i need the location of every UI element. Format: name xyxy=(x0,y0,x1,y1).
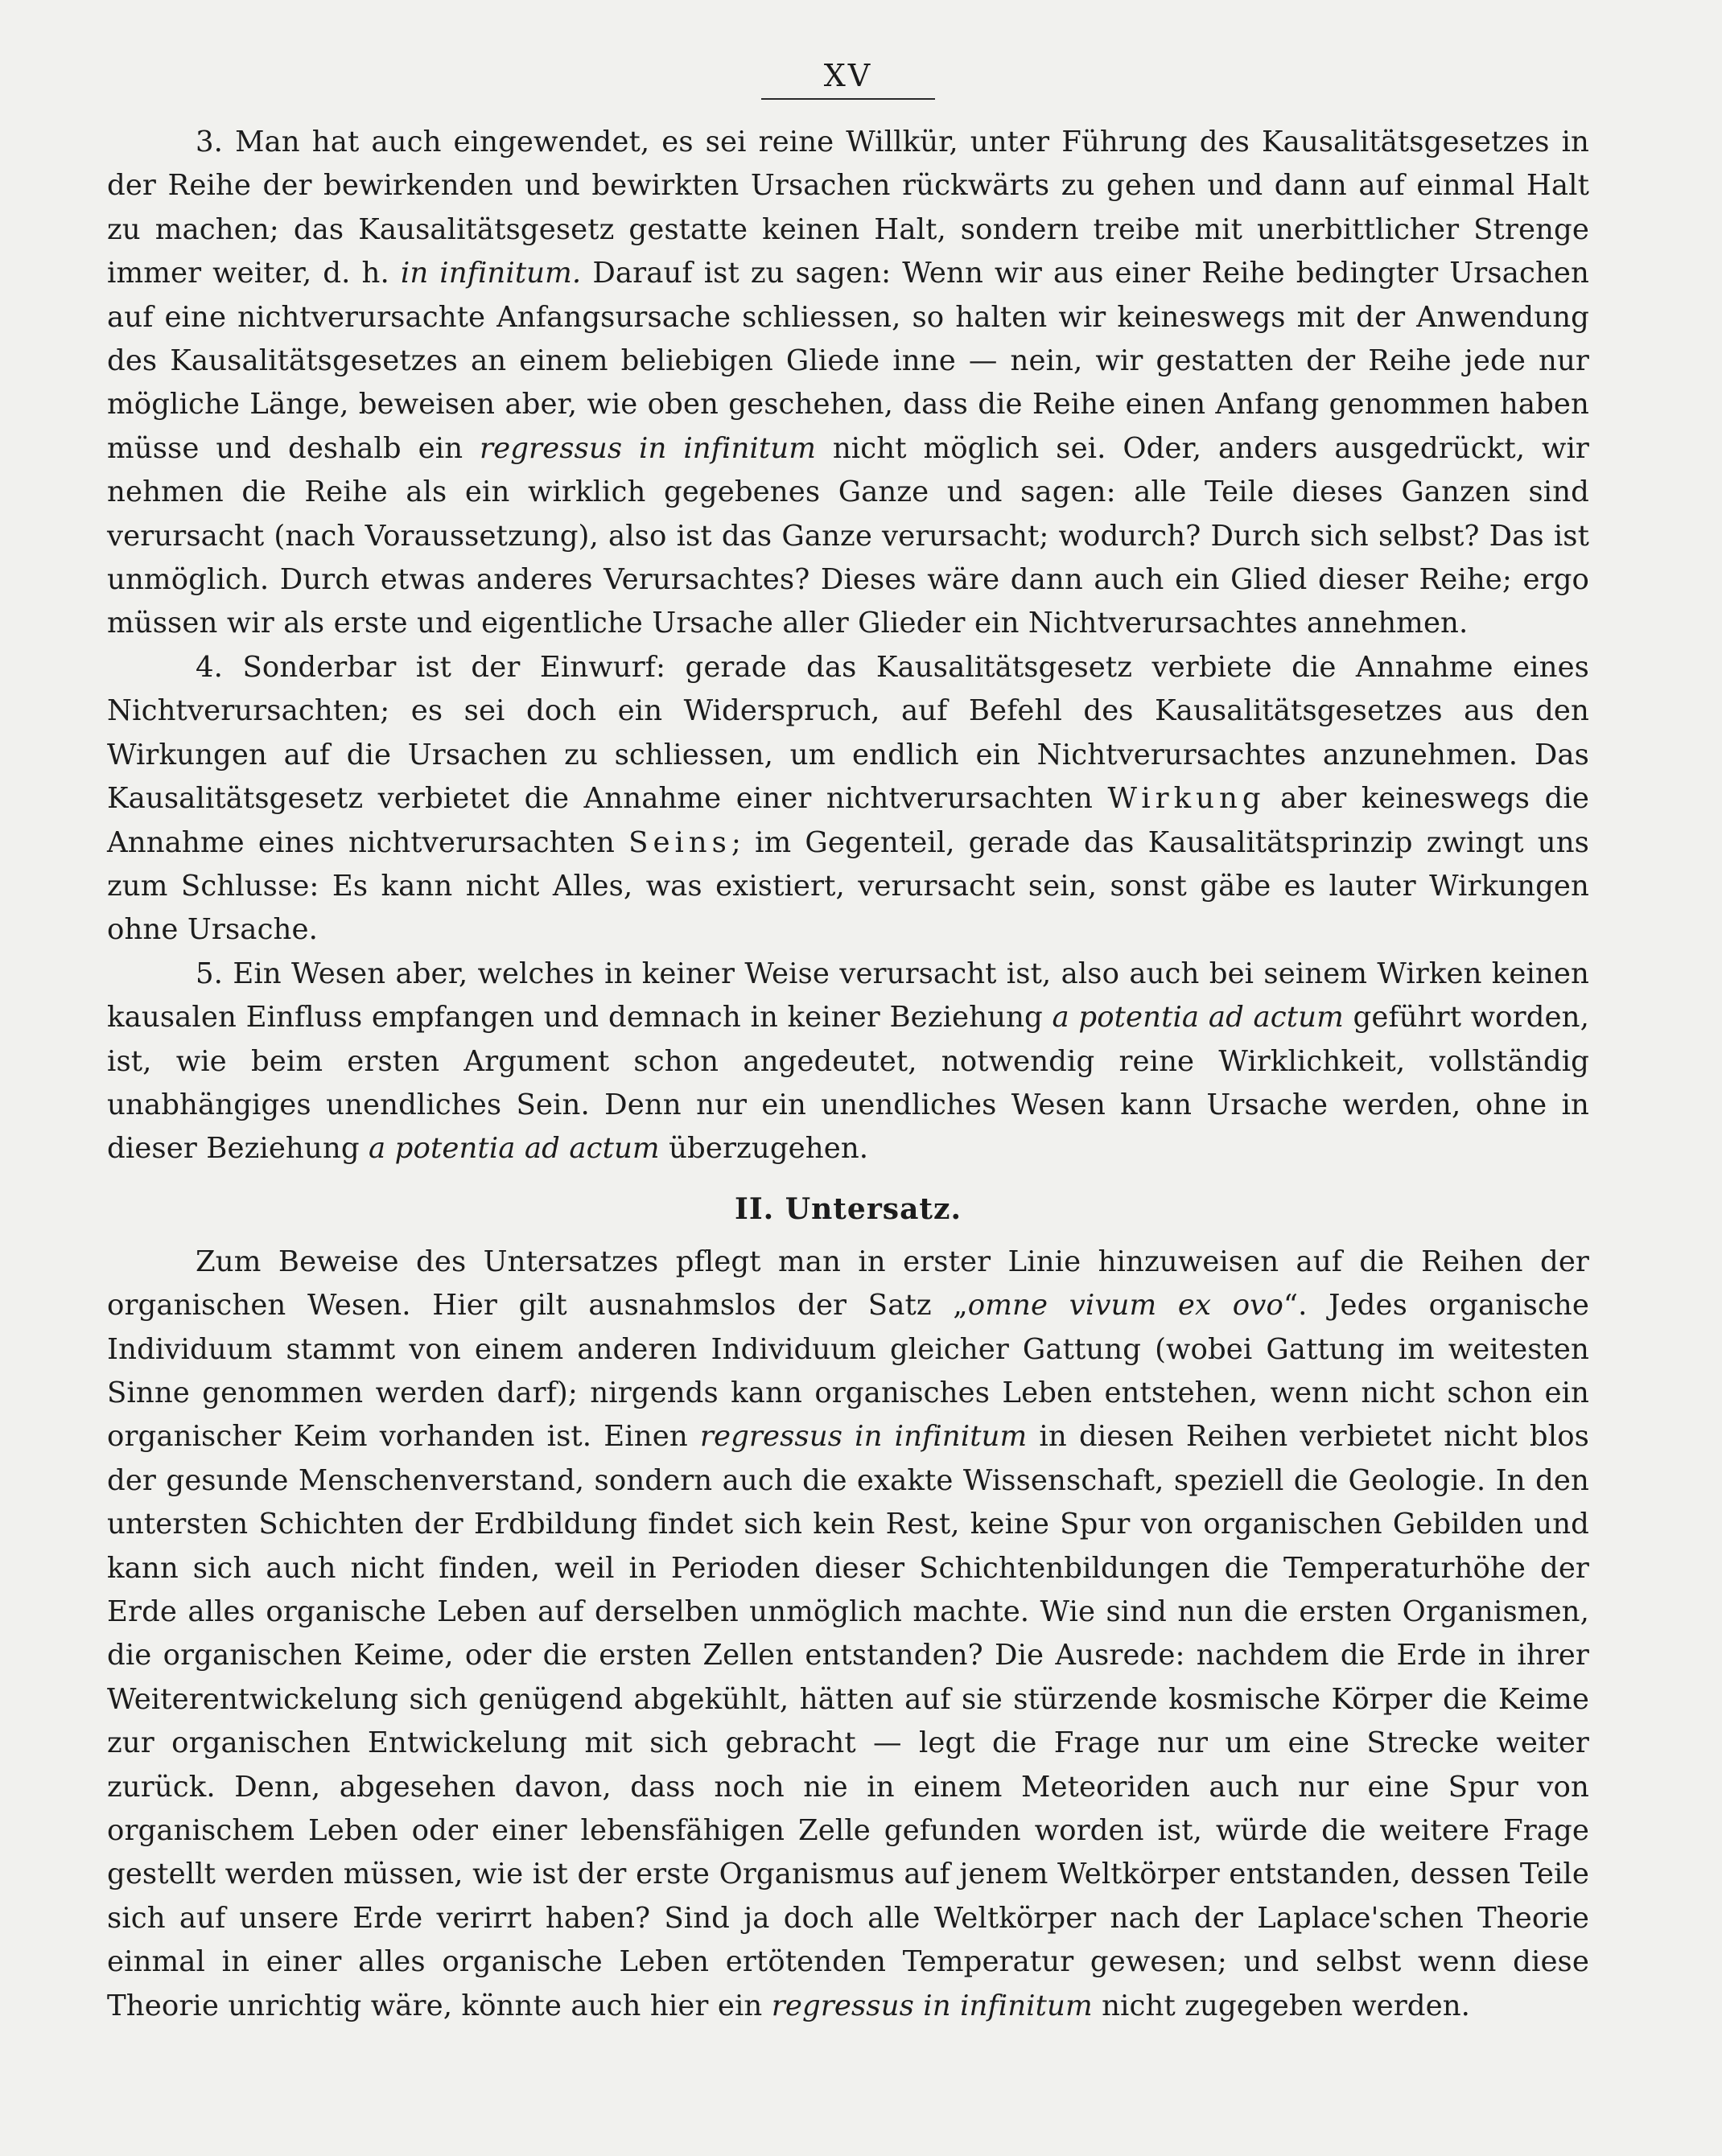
paragraph-4-text-a: 4. Sonderbar ist der Einwurf: gerade das Kausalitätsgesetz verbiete die Annahme eines Nichtverursachten; es sei doch ein Widerspruch, auf Befehl des Kausalitätsgesetzes aus den Wirkungen auf die Ursachen zu schliessen, um endlich ein Nichtverursachtes anzunehmen. Das Kausalitätsgesetz verbietet die Annahme einer nichtverursachten xyxy=(107,650,1589,816)
paragraph-3-text-c: nicht möglich sei. Oder, anders ausgedrückt, wir nehmen die Reihe als ein wirklich gegebenes Ganze und sagen: alle Teile dieses Ganzen sind verursacht (nach Voraussetzung), also ist das Ganze verursacht; wodurch? Durch sich selbst? Das ist unmöglich. Durch etwas anderes Verursachtes? Dieses wäre dann auch ein Glied dieser Reihe; ergo müssen wir als erste und eigentliche Ursache aller Glieder ein Nichtverursachtes annehmen. xyxy=(107,431,1589,640)
paragraph-4-spaced-2: Seins xyxy=(628,825,731,859)
paragraph-6-text-c: in diesen Reihen verbietet nicht blos der gesunde Menschenverstand, sondern auch die exakte Wissenschaft, speziell die Geologie. In den untersten Schichten der Erdbildung findet sich kein Rest, keine Spur von organischen Gebilden und kann sich auch nicht finden, weil in Perioden dieser Schichtenbildungen die Temperaturhöhe der Erde alles organische Leben auf derselben unmöglich machte. Wie sind nun die ersten Organismen, die organischen Keime, oder die ersten Zellen entstanden? Die Ausrede: nachdem die Erde in ihrer Weiterentwickelung sich genügend abgekühlt, hätten auf sie stürzende kosmische Körper die Keime zur organischen Entwickelung mit sich gebracht — legt die Frage nur um eine Strecke weiter zurück. Denn, abgesehen davon, dass noch nie in einem Meteoriden auch nur eine Spur von organischem Leben oder einer lebensfähigen Zelle gefunden worden ist, würde die weitere Frage gestellt werden müssen, wie ist der erste Organismus auf jenem Weltkörper entstanden, dessen Teile sich auf unsere Erde verirrt haben? Sind ja doch alle Weltkörper nach der Laplace'schen Theorie einmal in einer alles organische Leben ertötenden Temperatur gewesen; und selbst wenn diese Theorie unrichtig wäre, könnte auch hier ein xyxy=(107,1420,1589,2022)
paragraph-5-text-b: geführt worden, ist, wie beim ersten Argument schon angedeutet, notwendig reine Wirklichkeit, vollständig unabhängiges unendliches Sein. Denn nur ein unendliches Wesen kann Ursache werden, ohne in dieser Beziehung xyxy=(107,1001,1589,1166)
paragraph-6-italic-3: regressus in infinitum xyxy=(771,1989,1093,2022)
paragraph-5-italic-1: a potentia ad actum xyxy=(1052,1001,1344,1035)
paragraph-4-text-b: aber keineswegs die Annahme eines nichtverursachten xyxy=(107,782,1589,859)
paragraph-5-text-a: 5. Ein Wesen aber, welches in keiner Weise verursacht ist, also auch bei seinem Wirken keinen kausalen Einfluss empfangen und demnach in keiner Beziehung xyxy=(107,957,1589,1035)
header-rule xyxy=(761,98,935,100)
section-heading: II. Untersatz. xyxy=(734,1191,962,1226)
paragraph-6-italic-2: regressus in infinitum xyxy=(699,1420,1028,1454)
paragraph-3 xyxy=(107,121,1589,646)
paragraph-4 xyxy=(107,646,1589,953)
paragraph-5-text-c: überzugehen. xyxy=(659,1132,869,1166)
paragraph-6 xyxy=(107,1241,1589,2028)
paragraph-3-italic-2: regressus in infinitum xyxy=(480,431,816,465)
paragraph-6-text-b: “. Jedes organische Individuum stammt von einem anderen Individuum gleicher Gattung (wobei Gattung im weitesten Sinne genommen werden darf); nirgends kann organisches Leben entstehen, wenn nicht schon ein organischer Keim vorhanden ist. Einen xyxy=(107,1289,1589,1454)
book-page xyxy=(107,56,1589,2028)
paragraph-3-italic-1: in infinitum. xyxy=(400,257,582,290)
paragraph-6-text-d: nicht zugegeben werden. xyxy=(1092,1989,1471,2022)
paragraph-4-spaced-1: Wirkung xyxy=(1107,782,1266,816)
page-number: XV xyxy=(823,58,873,93)
paragraph-5-italic-2: a potentia ad actum xyxy=(369,1132,660,1166)
paragraph-4-text-c: ; im Gegenteil, gerade das Kausalitätsprinzip zwingt uns zum Schlusse: Es kann nicht Alles, was existiert, verursacht sein, sonst gäbe es lauter Wirkungen ohne Ursache. xyxy=(107,825,1589,947)
paragraph-6-text-a: Zum Beweise des Untersatzes pflegt man in erster Linie hinzuweisen auf die Reihen der organischen Wesen. Hier gilt ausnahmslos der Satz „ xyxy=(107,1245,1589,1323)
paragraph-3-text-b: Darauf ist zu sagen: Wenn wir aus einer Reihe bedingter Ursachen auf eine nichtverursachte Anfangsursache schliessen, so halten wir keineswegs mit der Anwendung des Kausalitätsgesetzes an einem beliebigen Gliede inne — nein, wir gestatten der Reihe jede nur mögliche Länge, beweisen aber, wie oben geschehen, dass die Reihe einen Anfang genommen haben müsse und deshalb ein xyxy=(107,257,1589,465)
body-text xyxy=(107,121,1589,2028)
paragraph-5 xyxy=(107,953,1589,1171)
paragraph-3-text-a: 3. Man hat auch eingewendet, es sei reine Willkür, unter Führung des Kausalitätsgesetzes in der Reihe der bewirkenden und bewirkten Ursachen rückwärts zu gehen und dann auf einmal Halt zu machen; das Kausalitätsgesetz gestatte keinen Halt, sondern treibe mit unerbittlicher Strenge immer weiter, d. h. xyxy=(107,125,1589,290)
paragraph-6-italic-1: omne vivum ex ovo xyxy=(967,1289,1283,1323)
